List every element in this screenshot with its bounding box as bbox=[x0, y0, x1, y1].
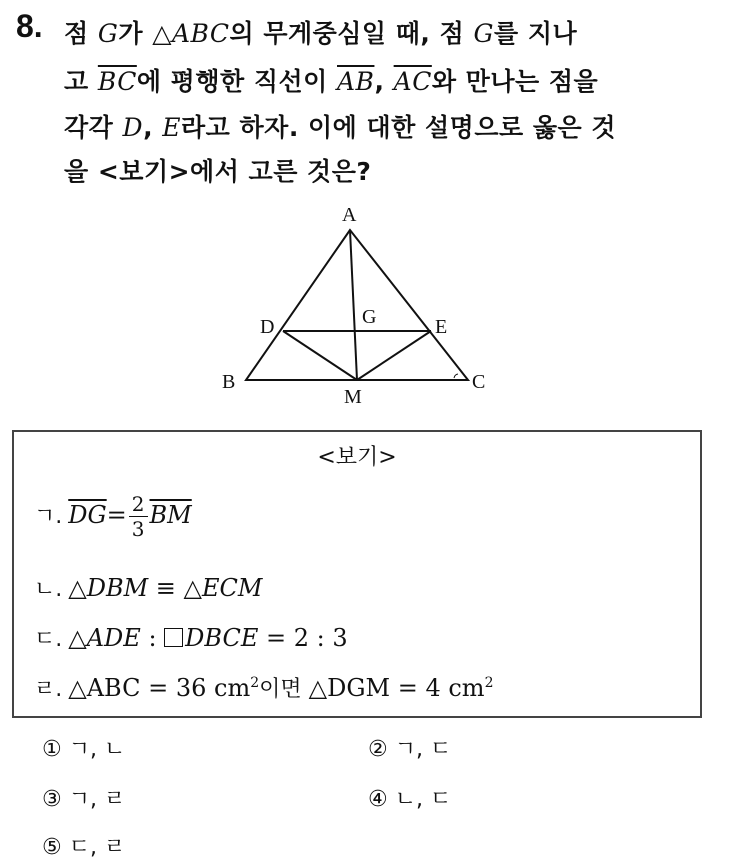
label-c: C bbox=[472, 371, 486, 393]
label-a: A bbox=[342, 204, 357, 226]
label-d: D bbox=[260, 316, 275, 338]
choice-2[interactable]: ② ㄱ, ㄷ bbox=[368, 737, 452, 762]
label-b: B bbox=[222, 371, 236, 393]
label-m: M bbox=[344, 386, 362, 408]
triangle-figure bbox=[210, 195, 510, 410]
fraction-two-thirds: $\frac{2}{3}$ bbox=[129, 492, 148, 541]
bogi-item-4: ㄹ. △ABC = 36 $cm^2$이면 △DGM = 4 $cm^2$ bbox=[34, 674, 494, 702]
square-symbol bbox=[164, 628, 183, 647]
bogi-item-1: ㄱ. $\overline{DG}=$ $\frac{2}{3}$ $\overline{BM}$ bbox=[34, 492, 192, 541]
bogi-item-2: ㄴ. △DBM ≡ △ECM bbox=[34, 574, 263, 602]
question-line-4: 을 <보기>에서 고른 것은? bbox=[64, 157, 372, 186]
bogi-title: <보기> bbox=[317, 445, 397, 470]
segment-em bbox=[357, 331, 431, 380]
median-am bbox=[350, 230, 357, 380]
choice-4[interactable]: ④ ㄴ, ㄷ bbox=[368, 787, 452, 812]
choice-1[interactable]: ① ㄱ, ㄴ bbox=[42, 737, 126, 762]
bogi-box bbox=[12, 430, 702, 718]
label-g: G bbox=[362, 306, 377, 328]
question-line-1: 점 G가 △ABC의 무게중심일 때, 점 G를 지나 bbox=[64, 19, 578, 48]
bogi-item-3: ㄷ. △ADE : DBCE = 2 : 3 bbox=[34, 624, 348, 652]
choice-5[interactable]: ⑤ ㄷ, ㄹ bbox=[42, 835, 126, 860]
question-number: 8. bbox=[16, 8, 43, 44]
choice-3[interactable]: ③ ㄱ, ㄹ bbox=[42, 787, 126, 812]
triangle-abc bbox=[246, 230, 468, 380]
label-e: E bbox=[435, 316, 448, 338]
question-line-2: 고 $\overline{BC}$에 평행한 직선이 $\overline{AB}$, $\overline{AC}$와 만나는 점을 bbox=[64, 67, 599, 96]
segment-dm bbox=[283, 331, 357, 380]
question-line-3: 각각 D, E라고 하자. 이에 대한 설명으로 옳은 것 bbox=[64, 113, 616, 142]
angle-mark bbox=[454, 374, 458, 378]
